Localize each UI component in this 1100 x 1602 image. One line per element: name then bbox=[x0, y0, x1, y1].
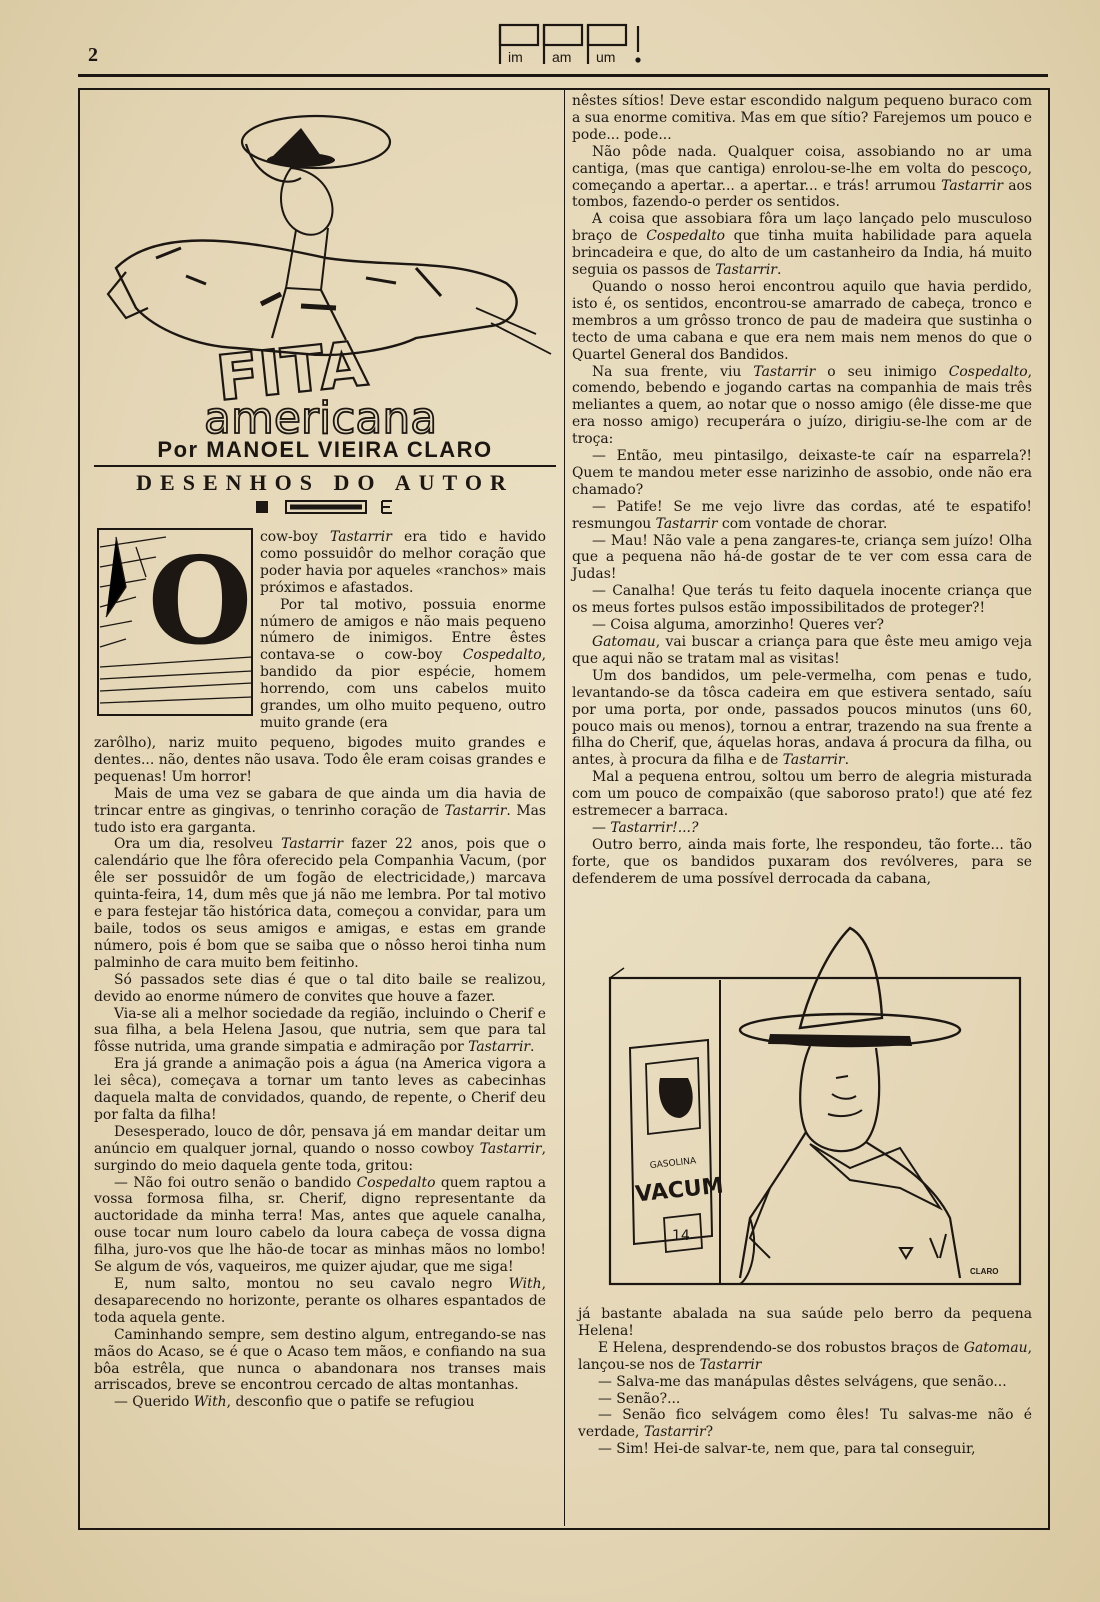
cowboy-illustration bbox=[600, 918, 1030, 1298]
article-paragraph: E Helena, desprendendo-se dos robustos braços de Gatomau, lançou-se nos de Tastarrir bbox=[578, 1339, 1032, 1373]
article-paragraph: — Senão?... bbox=[598, 1390, 681, 1407]
article-paragraph: Desesperado, louco de dôr, pensava já em mandar deitar um anúncio em qualquer jornal, quando o nosso cowboy Tastarrir, surgindo do meio daquela gente toda, gritou: bbox=[94, 1123, 546, 1174]
byline-rule bbox=[94, 465, 556, 467]
article-paragraph: já bastante abalada na sua saúde pelo berro da pequena Helena! bbox=[578, 1306, 1032, 1339]
artist-signature: CLARO bbox=[970, 1267, 999, 1276]
article-paragraph: zarôlho), nariz muito pequeno, bigodes muito grandes e dentes... não, dentes não usava. Todo êle eram coisas grandes e pequenas! Um horror! bbox=[94, 735, 546, 785]
article-paragraph: Ora um dia, resolveu Tastarrir fazer 22 anos, pois que o calendário que lhe fôra oferecido pela Companhia Vacum, (por êle ser possuidôr de um fogão de electricidade,) marcava quinta-feira, 14, dum mês que já não me lembra. Por tal motivo e para festejar tão histórica data, começou a convidar, para um baile, todos os seus amigos e amigas, e estas em grande número, pois é bom que se saiba que o nôsso heroi tinha num palminho de cara muito bem feitinho. bbox=[94, 836, 546, 971]
column-divider bbox=[564, 90, 565, 1526]
left-column-intro bbox=[260, 529, 546, 732]
article-paragraph: — Então, meu pintasilgo, deixaste-te caír na esparrela?! Quem te mandou meter esse narizinho de assobio, onde não era chamado? bbox=[572, 448, 1032, 498]
poster-brand: VACUM bbox=[634, 1173, 725, 1208]
article-paragraph: cow-boy Tastarrir era tido e havido como possuidôr do melhor coração que poder havia por aqueles «ranchos» mais próximos e afastados. bbox=[260, 529, 546, 596]
article-paragraph: — Senão fico selvágem como êles! Tu salvas-me não é verdade, Tastarrir? bbox=[578, 1407, 1032, 1441]
masthead-logo bbox=[498, 22, 648, 66]
svg-text:im: im bbox=[508, 49, 523, 65]
article-paragraph: E, num salto, montou no seu cavalo negro With, desaparecendo no horizonte, perante os olhares espantados de toda aquela gente. bbox=[94, 1276, 546, 1326]
article-paragraph: — Patife! Se me vejo livre das cordas, até te espatifo! resmungou Tastarrir com vontade de chorar. bbox=[572, 498, 1032, 532]
article-paragraph: Não pôde nada. Qualquer coisa, assobiando no ar uma cantiga, (mas que cantiga) enrolou-se-lhe em volta do pescoço, começando a apertar... a apertar... e trás! arrumou Tastarrir aos tombos, fazendo-o perder os sentidos. bbox=[572, 143, 1032, 211]
article-paragraph: Mal a pequena entrou, soltou um berro de alegria misturada com um pouco de compaixão (que saboroso prato!) que até fez estremecer a barraca. bbox=[572, 769, 1032, 820]
article-subtitle: DESENHOS DO AUTOR bbox=[136, 470, 514, 495]
article-paragraph: Mais de uma vez se gabara de que ainda um dia havia de trincar entre as gingivas, o tenrinho coração de Tastarrir. Mas tudo isto era garganta. bbox=[94, 785, 546, 836]
article-paragraph: Outro berro, ainda mais forte, lhe respondeu, tão forte... tão forte, que os bandidos puxaram dos revólveres, para se defenderem de uma possível derrocada da cabana, bbox=[572, 836, 1032, 887]
article-paragraph: Gatomau, vai buscar a criança para que êste meu amigo veja que aqui não se tratam mal as visitas! bbox=[572, 634, 1032, 667]
wanted-poster bbox=[630, 1040, 725, 1252]
svg-text:am: am bbox=[552, 49, 572, 65]
article-paragraph: Por tal motivo, possuia enorme número de amigos e não mais pequeno número de inimigos. Entre êstes contava-se o cow-boy Cospedalto, bandido da pior espécie, homem horrendo, com uns cabelos muito grandes, um olho muito pequeno, outro muito grande (era bbox=[260, 596, 546, 731]
article-paragraph: — Querido With, desconfio que o patife se refugiou bbox=[114, 1394, 475, 1411]
article-paragraph: Via-se ali a melhor sociedade da região, incluindo o Cherif e sua filha, a bela Helena Jasou, que nutria, sem que para tal fôsse nutrida, uma grande simpatia e admiração por Tastarrir. bbox=[94, 1005, 546, 1056]
left-column-text bbox=[94, 735, 546, 1411]
calendar-day: 14 bbox=[672, 1228, 690, 1244]
title-illustration bbox=[96, 108, 556, 442]
article-paragraph: — Canalha! Que terás tu feito daquela inocente criança que os meus fortes pulsos estão impossibilitados de proteger?! bbox=[572, 583, 1032, 617]
footer-rule bbox=[78, 1528, 1048, 1530]
article-paragraph: A coisa que assobiara fôra um laço lançado pelo musculoso braço de Cospedalto que tinha muita habilidade para aquela brincadeira e que, do alto de um castanheiro da India, há muito seguia os passos de Tastarrir. bbox=[572, 211, 1032, 279]
header-rule bbox=[78, 74, 1048, 77]
article-paragraph: — Coisa alguma, amorzinho! Queres ver? bbox=[592, 617, 884, 634]
article-paragraph: — Salva-me das manápulas dêstes selvágens, que senão... bbox=[598, 1373, 1007, 1390]
article-paragraph: Era já grande a animação pois a água (na America vigora a lei sêca), começava a tornar um tanto leves as cabecinhas daquela malta de convidados, quando, de repente, o Cherif deu por falta da filha! bbox=[94, 1056, 546, 1123]
poster-caption: GASOLINA bbox=[649, 1156, 697, 1172]
title-word-fita: FITA bbox=[212, 326, 371, 416]
dropcap-illustration bbox=[96, 527, 254, 717]
cowboy-figure bbox=[740, 928, 960, 1284]
article-paragraph: Caminhando sempre, sem destino algum, entregando-se nas mãos do Acaso, se é que o Acaso tem mãos, e confiando na sua bôa estrêla, que nunca o abandonara nos transes mais arriscados, breve se encontrou cercado de altas montanhas. bbox=[94, 1326, 546, 1394]
ornament-divider bbox=[256, 500, 396, 514]
title-word-americana: americana bbox=[204, 393, 438, 442]
article-paragraph: — Não foi outro senão o bandido Cospedalto quem raptou a vossa formosa filha, sr. Cherif, digno representante da auctoridade da minha terra! Mas, antes que aquele canalha, ouse tocar num louro cabelo da loura cabeça de vossa digna filha, juro-vos que lhe hão-de tocar as minhas mãos no lombo! Se algum de vós, vaqueiros, me quizer ajudar, que me siga! bbox=[94, 1174, 547, 1276]
page-number: 2 bbox=[88, 44, 98, 66]
right-column-text bbox=[572, 93, 1032, 888]
article-paragraph: — Tastarrir!...? bbox=[592, 819, 699, 836]
article-paragraph: Quando o nosso heroi encontrou aquilo que havia perdido, isto é, os sentidos, encontrou-se amarrado de cabeça, tronco e membros a um grôsso tronco de pau de madeira que sustinha o tecto de uma cabana e que era nem mais nem menos do que o Quartel General dos Bandidos. bbox=[572, 278, 1032, 363]
dropcap-letter: O bbox=[147, 531, 253, 672]
article-paragraph: Só passados sete dias é que o tal dito baile se realizou, devido ao enorme número de convites que houve a fazer. bbox=[94, 971, 546, 1005]
article-paragraph: nêstes sítios! Deve estar escondido nalgum pequeno buraco com a sua enorme comitiva. Mas em que sítio? Farejemos um pouco e pode... pode... bbox=[572, 93, 1032, 143]
svg-text:um: um bbox=[596, 49, 616, 65]
article-paragraph: — Mau! Não vale a pena zangares-te, criança sem juízo! Olha que a pequena não há-de gostar de te ver com essa cara de Judas! bbox=[572, 532, 1032, 583]
right-column-text-bottom bbox=[578, 1306, 1032, 1458]
article-paragraph: Na sua frente, viu Tastarrir o seu inimigo Cospedalto, comendo, bebendo e jogando cartas na companhia de mais três meliantes a quem, ao notar que o nosso amigo (êle disse-me que era nosso amigo) recuperára o juízo, dirigiu-se-lhe com ar de troça: bbox=[572, 363, 1032, 448]
article-paragraph: Um dos bandidos, um pele-vermelha, com penas e tudo, levantando-se da tôsca cadeira em que estivera sentado, saíu por uma porta, por onde, passados poucos minutos (uns 60, pouco mais ou menos), tornou a entrar, trazendo na sua frente a filha do Cherif, que, áquelas horas, andava á procura da filha, ou antes, à procura da filha e de Tastarrir. bbox=[572, 667, 1032, 769]
article-paragraph: — Sim! Hei-de salvar-te, nem que, para tal conseguir, bbox=[598, 1441, 976, 1458]
article-byline: Por MANOEL VIEIRA CLARO bbox=[157, 437, 493, 462]
